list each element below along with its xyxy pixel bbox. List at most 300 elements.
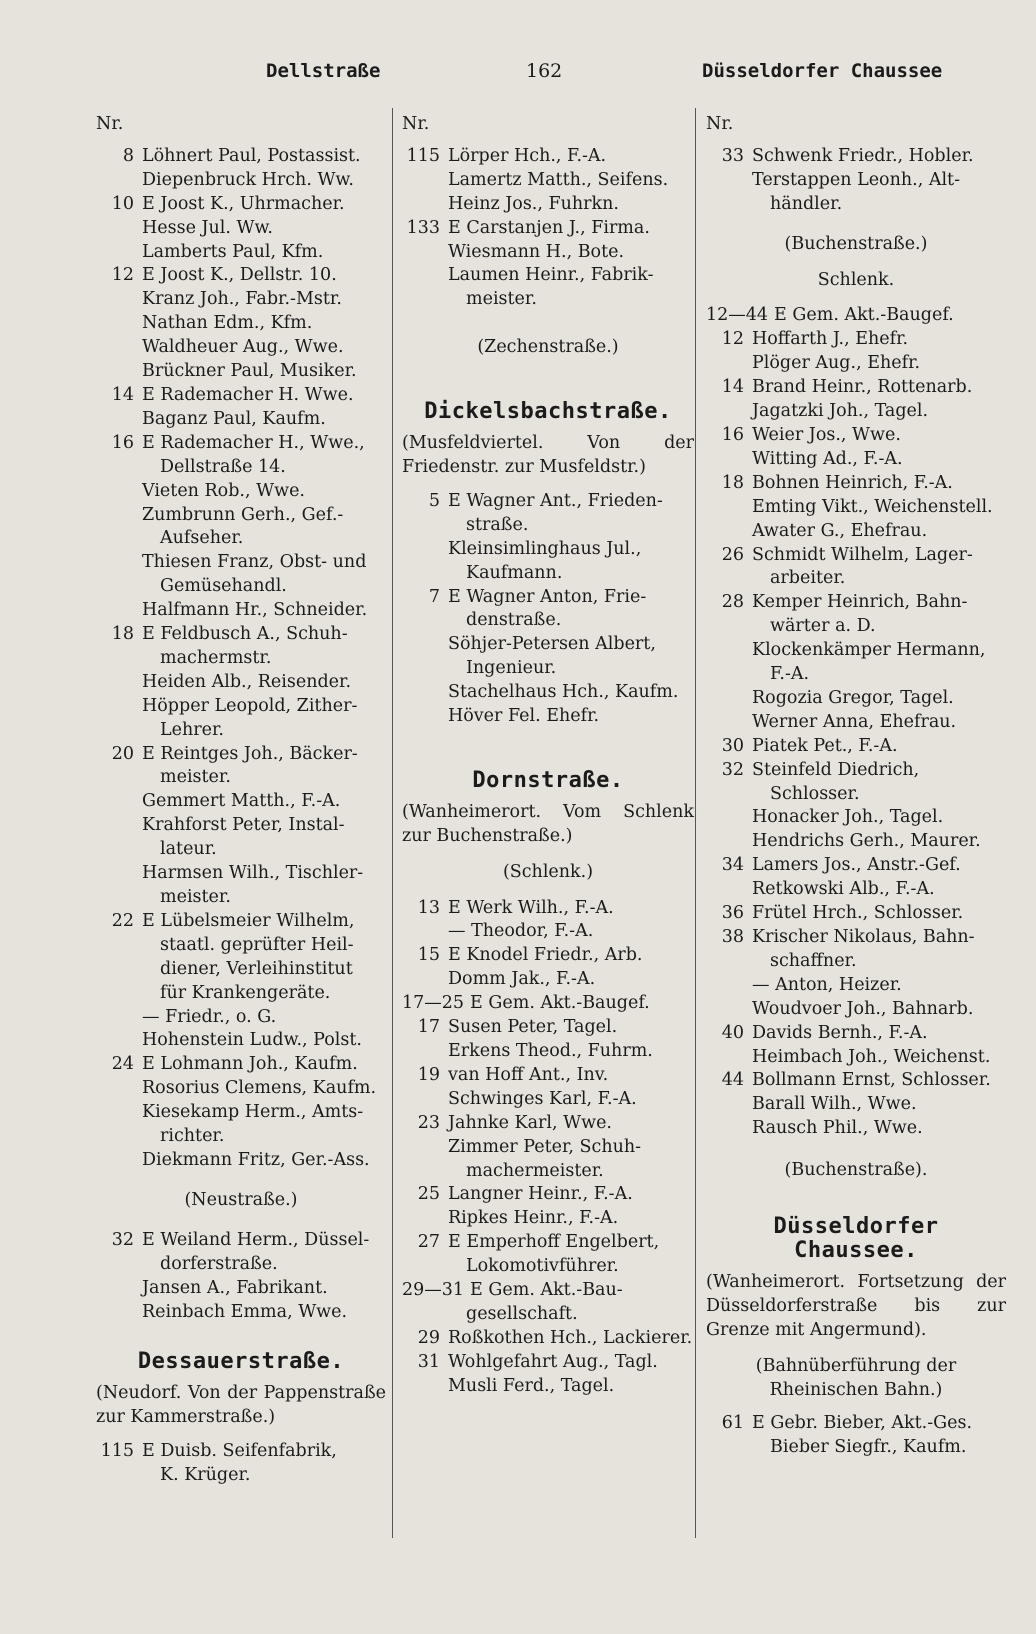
list-item [96,982,386,1006]
entry-text: meister. [160,887,231,907]
list-item [706,376,1006,400]
list-item [402,1112,694,1136]
entry-list [402,145,694,312]
entry-text: Gemmert Matth., F.-A. [142,791,341,812]
entry-text: meister. [160,767,231,788]
list-item [706,926,1006,950]
entry-text: Heiden Alb., Reisender. [142,671,352,692]
entry-text: Domm Jak., F.-A. [448,969,596,990]
list-item [402,1088,694,1112]
list-item [402,1016,694,1040]
house-number: 18 [111,624,134,645]
list-item [96,886,386,910]
list-item [96,1149,386,1173]
list-item [402,1327,694,1351]
entry-text: Hesse Jul. Ww. [142,217,273,238]
entry-list [96,1229,386,1325]
list-item [706,591,1006,615]
list-item [706,472,1006,496]
list-item [706,567,1006,591]
house-number: 7 [428,586,440,607]
entry-text: Weier Jos., Wwe. [752,424,901,445]
house-number: 12 [111,265,134,286]
entry-text: Terstappen Leonh., Alt- [752,169,961,190]
house-number: 14 [111,384,134,405]
list-item [402,169,694,193]
entry-text: Musli Ferd., Tagel. [448,1375,615,1396]
entry-text: wärter a. D. [770,616,876,637]
list-item [96,288,386,312]
house-number: 24 [111,1054,134,1075]
entry-text: — Friedr., o. G. [142,1006,277,1027]
entry-text: Wohlgefahrt Aug., Tagl. [448,1351,658,1372]
house-number: 29—31 [402,1280,465,1301]
list-item [96,862,386,886]
entry-text: händler. [770,193,843,214]
entry-text: Heinz Jos., Fuhrkn. [448,193,619,214]
house-number: 26 [721,544,744,565]
list-item [402,633,694,657]
entry-text: Rausch Phil., Wwe. [752,1118,923,1139]
entry-text: E Lübelsmeier Wilhelm, [142,910,355,931]
list-item [706,735,1006,759]
header-right: Düsseldorfer Chaussee [702,60,943,82]
entry-text: Hoffarth J., Ehefr. [752,329,909,350]
entry-text: staatl. geprüfter Heil- [160,934,354,955]
house-number: 36 [721,903,744,924]
entry-text: Kiesekamp Herm., Amts- [142,1102,364,1123]
entry-text: Harmsen Wilh., Tischler- [142,863,364,884]
list-item [402,1183,694,1207]
entry-text: Barall Wilh., Wwe. [752,1094,917,1115]
list-item [402,609,694,633]
entry-text: Löhnert Paul, Postassist. [142,145,361,166]
list-item [706,830,1006,854]
list-item [402,264,694,288]
entry-text: Lörper Hch., F.-A. [448,145,607,166]
list-item [96,719,386,743]
entry-text: Hohenstein Ludw., Polst. [142,1030,362,1051]
entry-text: E Gem. Akt.-Bau- [470,1280,623,1301]
list-item [96,1006,386,1030]
entry-text: Emting Vikt., Weichenstell. [752,496,993,517]
list-item [402,514,694,538]
list-item [402,1255,694,1279]
entry-text: Gemüsehandl. [160,576,287,597]
list-item [402,562,694,586]
entry-text: Schmidt Wilhelm, Lager- [752,544,973,565]
entry-text: straße. [466,514,529,535]
page-number: 162 [526,60,563,82]
entry-text: E Wagner Ant., Frieden- [448,490,663,511]
list-item [402,1303,694,1327]
list-item [96,1053,386,1077]
entry-text: E Lohmann Joh., Kaufm. [142,1054,358,1075]
entry-text: Diepenbruck Hrch. Ww. [142,169,354,190]
list-item [96,360,386,384]
house-number: 44 [721,1070,744,1091]
house-number: 14 [721,377,744,398]
list-item [96,551,386,575]
entry-text: Lamers Jos., Anstr.-Gef. [752,855,961,876]
entry-text: Dellstraße 14. [160,456,286,477]
entry-text: Bohnen Heinrich, F.-A. [752,472,953,493]
entry-text: Witting Ad., F.-A. [752,448,903,469]
entry-text: Roßkothen Hch., Lackierer. [448,1327,693,1348]
entry-text: meister. [466,289,537,310]
house-number: 34 [721,855,744,876]
list-item [706,998,1006,1022]
house-number: 25 [417,1184,440,1205]
street-description: (Wanheimerort. Fortsetzung der Düsseldorferstraße bis zur Grenze mit Angermund). [706,1271,1006,1340]
entry-list [706,1412,1006,1460]
entry-text: Retkowski Alb., F.-A. [752,879,935,900]
list-item [706,878,1006,902]
list-item [706,352,1006,376]
house-number: 17—25 [402,993,465,1014]
list-item [402,1136,694,1160]
entry-text: Susen Peter, Tagel. [448,1017,618,1038]
entry-text: E Gem. Akt.-Baugef. [470,993,650,1014]
column-2 [402,113,694,1399]
house-number: 27 [417,1232,440,1253]
cross-street: (Buchenstraße). [784,1160,928,1181]
list-item [402,1160,694,1184]
list-item [402,1231,694,1255]
entry-text: Nathan Edm., Kfm. [142,313,313,334]
list-item [96,647,386,671]
entry-text: Bollmann Ernst, Schlosser. [752,1070,991,1091]
list-item [706,783,1006,807]
list-item [96,169,386,193]
entry-text: E Joost K., Dellstr. 10. [142,265,337,286]
list-item [402,681,694,705]
entry-text: Reinbach Emma, Wwe. [142,1301,348,1322]
entry-text: — Anton, Heizer. [752,974,902,995]
cross-street: (Buchenstraße.) [784,233,928,254]
entry-text: E Gebr. Bieber, Akt.-Ges. [752,1413,973,1434]
entry-text: Bieber Siegfr., Kaufm. [770,1437,967,1458]
list-item [706,1046,1006,1070]
entry-text: E Wagner Anton, Frie- [448,586,647,607]
house-number: 19 [417,1064,440,1085]
entry-text: E Weiland Herm., Düssel- [142,1229,370,1250]
entry-text: Aufseher. [160,528,244,549]
entry-text: Awater G., Ehefrau. [752,520,928,541]
house-number: 115 [406,145,440,166]
list-item [96,217,386,241]
list-item [96,480,386,504]
entry-text: Hendrichs Gerh., Maurer. [752,831,981,852]
list-item [96,814,386,838]
entry-list [96,145,386,1173]
list-item [402,490,694,514]
list-item [96,599,386,623]
list-item [402,1064,694,1088]
house-number: 18 [721,472,744,493]
list-item [96,408,386,432]
list-item [706,424,1006,448]
entry-text: Schwinges Karl, F.-A. [448,1088,637,1109]
house-number: 22 [111,910,134,931]
column-divider [392,108,393,1538]
street-description: (Musfeldviertel. Von der Friedenstr. zur Musfeldstr.) [402,433,694,477]
entry-text: Plöger Aug., Ehefr. [752,353,921,374]
list-item [402,193,694,217]
list-item [706,1069,1006,1093]
list-item [96,456,386,480]
list-item [402,1351,694,1375]
entry-text: E Feldbusch A., Schuh- [142,624,348,645]
list-item [706,974,1006,998]
street-description: (Wanheimerort. Vom Schlenk zur Buchenstraße.) [402,801,694,846]
list-item [402,1279,694,1303]
entry-text: Laumen Heinr., Fabrik- [448,265,654,286]
entry-list [706,304,1006,1141]
list-item [706,1093,1006,1117]
entry-list [402,897,694,1399]
list-item [96,766,386,790]
list-item [96,958,386,982]
list-item [96,193,386,217]
entry-text: E Rademacher H. Wwe. [142,384,354,405]
list-item [96,312,386,336]
list-item [96,527,386,551]
list-item [402,920,694,944]
list-item [96,1277,386,1301]
entry-text: lateur. [160,839,217,860]
column-1 [96,113,386,1488]
page-header [0,60,1036,90]
entry-text: Baganz Paul, Kaufm. [142,408,326,429]
entry-text: van Hoff Ant., Inv. [448,1064,609,1085]
entry-text: Piatek Pet., F.-A. [752,735,898,756]
list-item [96,743,386,767]
street-heading: Dickelsbachstraße. [424,399,672,425]
entry-text: Jansen A., Fabrikant. [142,1277,328,1298]
entry-text: Stachelhaus Hch., Kaufm. [448,682,679,703]
house-number: 15 [417,945,440,966]
house-number: 20 [111,743,134,764]
list-item [96,432,386,456]
house-number: 16 [721,424,744,445]
house-number: 32 [721,759,744,780]
list-item [706,806,1006,830]
list-item [402,217,694,241]
list-item [706,544,1006,568]
entry-text: Honacker Joh., Tagel. [752,807,944,828]
entry-text: K. Krüger. [160,1465,251,1486]
house-number: 5 [428,490,440,511]
entry-text: Zumbrunn Gerh., Gef.- [142,504,344,525]
list-item [96,1029,386,1053]
entry-text: Lamberts Paul, Kfm. [142,241,324,262]
entry-text: E Rademacher H., Wwe., [142,432,365,453]
entry-text: E Emperhoff Engelbert, [448,1232,660,1253]
list-item [706,304,1006,328]
entry-text: E Gem. Akt.-Baugef. [774,305,954,326]
entry-text: E Carstanjen J., Firma. [448,217,650,238]
entry-text: Kranz Joh., Fabr.-Mstr. [142,289,342,310]
entry-text: Waldheuer Aug., Wwe. [142,337,344,358]
list-item [402,944,694,968]
column-divider [695,108,696,1538]
house-number: 40 [721,1022,744,1043]
list-item [706,1436,1006,1460]
list-item [96,1101,386,1125]
entry-text: Höpper Leopold, Zither- [142,695,358,716]
list-item [96,384,386,408]
list-item [402,705,694,729]
entry-text: Halfmann Hr., Schneider. [142,600,368,621]
entry-text: Frütel Hrch., Schlosser. [752,903,964,924]
list-item [706,663,1006,687]
entry-text: Jahnke Karl, Wwe. [448,1112,612,1133]
house-number: 16 [111,432,134,453]
list-item [96,1229,386,1253]
entry-text: diener, Verleihinstitut [160,958,353,979]
header-left: Dellstraße [266,60,381,82]
list-item [96,838,386,862]
list-item [706,1117,1006,1141]
entry-list [706,145,1006,217]
entry-text: E Reintges Joh., Bäcker- [142,743,358,764]
entry-text: Vieten Rob., Wwe. [142,480,305,501]
street-description: (Bahnüberführung der Rheinischen Bahn.) [755,1355,957,1400]
list-item [402,1040,694,1064]
list-item [402,992,694,1016]
house-number: 30 [721,735,744,756]
list-item [96,575,386,599]
list-item [96,790,386,814]
entry-text: Werner Anna, Ehefrau. [752,711,957,732]
street-heading: Dessauerstraße. [137,1349,345,1375]
list-item [96,695,386,719]
nr-label: Nr. [706,114,734,134]
entry-text: Lokomotivführer. [466,1256,619,1277]
list-item [96,623,386,647]
list-item [706,1412,1006,1436]
entry-text: Zimmer Peter, Schuh- [448,1136,642,1157]
list-item [96,1253,386,1277]
list-item [706,950,1006,974]
list-item [96,1440,386,1464]
list-item [706,615,1006,639]
house-number: 33 [721,145,744,166]
entry-text: F.-A. [770,664,810,685]
list-item [706,328,1006,352]
entry-text: Lehrer. [160,719,224,740]
list-item [706,169,1006,193]
list-item [402,1207,694,1231]
house-number: 12 [721,329,744,350]
entry-text: Kemper Heinrich, Bahn- [752,592,968,613]
list-item [96,504,386,528]
house-number: 115 [100,1441,134,1462]
entry-text: — Theodor, F.-A. [448,921,594,942]
list-item [706,854,1006,878]
entry-text: denstraße. [466,610,562,631]
list-item [706,1022,1006,1046]
house-number: 8 [122,145,134,166]
entry-text: Langner Heinr., F.-A. [448,1184,633,1205]
entry-text: Lamertz Matth., Seifens. [448,169,669,190]
list-item [402,288,694,312]
list-item [706,496,1006,520]
list-item [96,264,386,288]
list-item [96,241,386,265]
list-item [402,897,694,921]
entry-text: Erkens Theod., Fuhrm. [448,1041,653,1061]
entry-text: Schlosser. [770,783,860,804]
list-item [706,448,1006,472]
cross-street: (Neustraße.) [184,1189,298,1210]
house-number: 23 [417,1112,440,1133]
entry-text: E Werk Wilh., F.-A. [448,897,614,918]
entry-text: Kleinsimlinghaus Jul., [448,538,642,559]
list-item [706,711,1006,735]
entry-text: Ripkes Heinr., F.-A. [448,1208,619,1229]
entry-text: Krischer Nikolaus, Bahn- [752,927,975,947]
house-number: 31 [417,1351,440,1372]
entry-text: Rosorius Clemens, Kaufm. [142,1078,377,1099]
entry-text: Kaufmann. [466,562,563,583]
list-item [402,586,694,610]
house-number: 28 [721,592,744,613]
house-number: 17 [417,1017,440,1038]
list-item [706,639,1006,663]
list-item [96,145,386,169]
house-number: 29 [417,1327,440,1348]
list-item [706,400,1006,424]
list-item [706,759,1006,783]
entry-text: dorferstraße. [160,1253,278,1274]
entry-text: Höver Fel. Ehefr. [448,706,600,727]
entry-text: Brand Heinr., Rottenarb. [752,377,973,398]
house-number: 32 [111,1229,134,1250]
entry-text: Woudvoer Joh., Bahnarb. [752,998,974,1019]
list-item [96,934,386,958]
house-number: 38 [721,927,744,947]
street-subheading: Schlenk. [817,269,895,290]
list-item [402,145,694,169]
entry-text: für Krankengeräte. [160,982,331,1003]
list-item [96,1125,386,1149]
entry-text: Ingenieur. [466,658,557,679]
column-3 [706,113,1006,1460]
list-item [402,1375,694,1399]
entry-list [402,490,694,729]
house-number: 12—44 [706,305,769,326]
list-item [706,145,1006,169]
list-item [96,1301,386,1325]
nr-label: Nr. [402,114,430,134]
entry-text: Söhjer-Petersen Albert, [448,634,656,655]
entry-text: machermstr. [160,647,272,668]
list-item [96,910,386,934]
street-description: (Neudorf. Von der Pappenstraße zur Kammerstraße.) [96,1383,386,1428]
cross-street: (Zechenstraße.) [477,337,619,358]
entry-text: Schwenk Friedr., Hobler. [752,145,974,166]
entry-text: Steinfeld Diedrich, [752,759,920,780]
list-item [706,520,1006,544]
list-item [706,902,1006,926]
entry-text: richter. [160,1126,225,1147]
entry-text: Jagatzki Joh., Tagel. [752,401,929,422]
entry-text: Brückner Paul, Musiker. [142,361,357,382]
entry-text: Wiesmann H., Bote. [448,241,625,262]
list-item [96,1464,386,1488]
